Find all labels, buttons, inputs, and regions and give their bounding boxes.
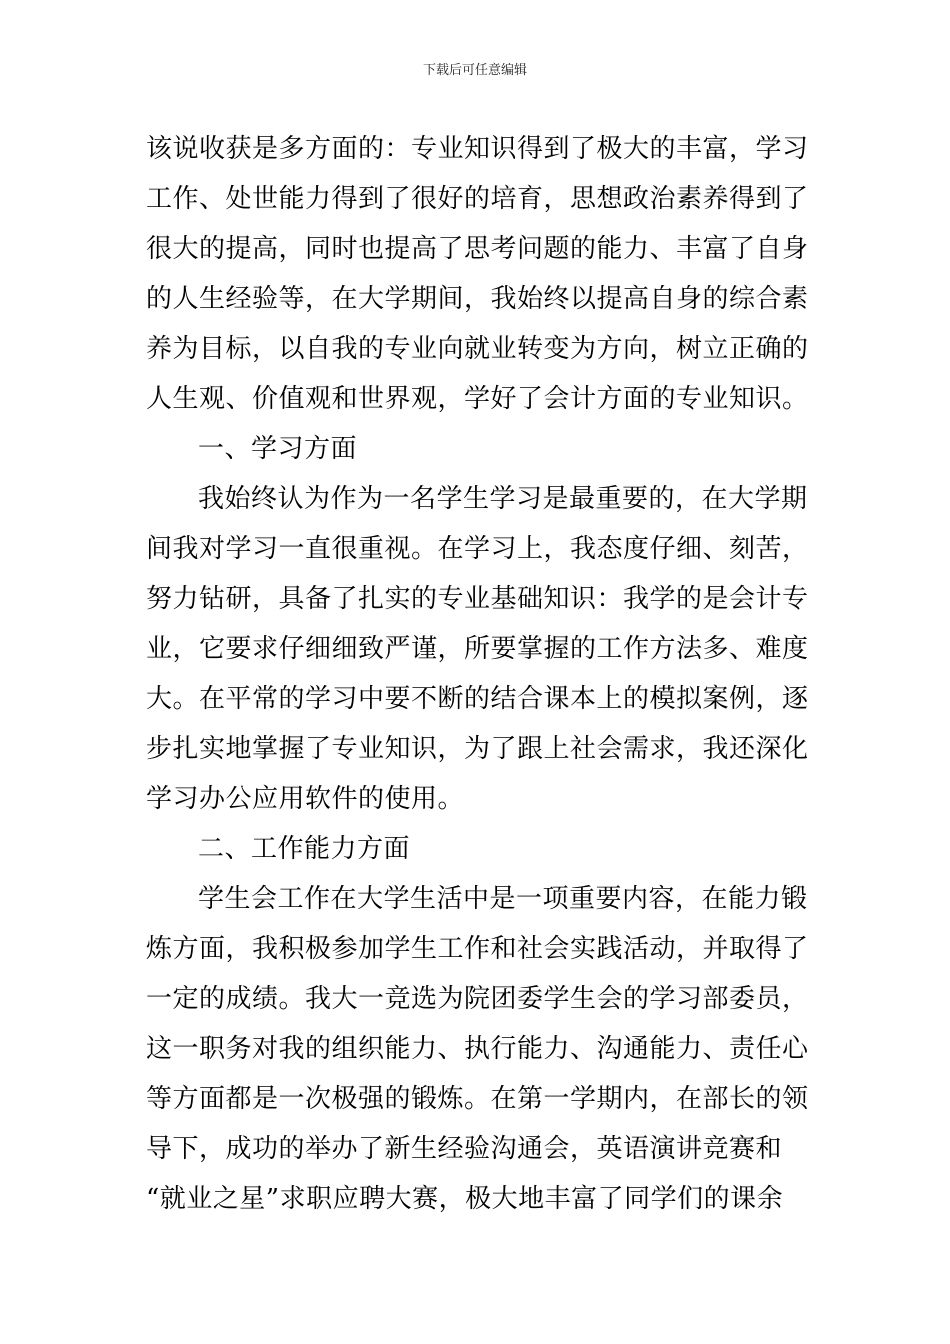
text-line: 一定的成绩。我大一竞选为院团委学生会的学习部委员， [146, 984, 809, 1014]
text-line: 大。在平常的学习中要不断的结合课本上的模拟案例，逐 [146, 684, 809, 714]
text-line: “就业之星”求职应聘大赛，极大地丰富了同学们的课余 [146, 1184, 784, 1214]
text-line: 间我对学习一直很重视。在学习上，我态度仔细、刻苦， [146, 534, 809, 564]
document-body [146, 124, 816, 1224]
text-line: 学习办公应用软件的使用。 [146, 784, 465, 814]
text-line: 等方面都是一次极强的锻炼。在第一学期内，在部长的领 [146, 1084, 809, 1114]
text-line: 该说收获是多方面的：专业知识得到了极大的丰富，学习 [146, 134, 809, 164]
text-line: 炼方面，我积极参加学生工作和社会实践活动，并取得了 [146, 934, 809, 964]
text-line: 工作、处世能力得到了很好的培育，思想政治素养得到了 [146, 184, 809, 214]
text-line: 业，它要求仔细细致严谨，所要掌握的工作方法多、难度 [146, 634, 809, 664]
text-line: 我始终认为作为一名学生学习是最重要的，在大学期 [198, 484, 808, 514]
page-header: 下载后可任意编辑 [422, 63, 527, 78]
text-line: 步扎实地掌握了专业知识，为了跟上社会需求，我还深化 [146, 734, 809, 764]
text-line: 这一职务对我的组织能力、执行能力、沟通能力、责任心 [146, 1034, 809, 1064]
text-line: 学生会工作在大学生活中是一项重要内容，在能力锻 [198, 884, 808, 914]
text-line: 人生观、价值观和世界观，学好了会计方面的专业知识。 [146, 384, 809, 414]
text-line: 的人生经验等，在大学期间，我始终以提高自身的综合素 [146, 284, 809, 314]
section-heading: 一、学习方面 [198, 434, 358, 464]
text-line: 导下，成功的举办了新生经验沟通会，英语演讲竞赛和 [146, 1134, 783, 1164]
text-line: 养为目标，以自我的专业向就业转变为方向，树立正确的 [146, 334, 809, 364]
section-heading: 二、工作能力方面 [198, 834, 411, 864]
text-line: 很大的提高，同时也提高了思考问题的能力、丰富了自身 [146, 234, 809, 264]
text-line: 努力钻研，具备了扎实的专业基础知识：我学的是会计专 [146, 584, 809, 614]
